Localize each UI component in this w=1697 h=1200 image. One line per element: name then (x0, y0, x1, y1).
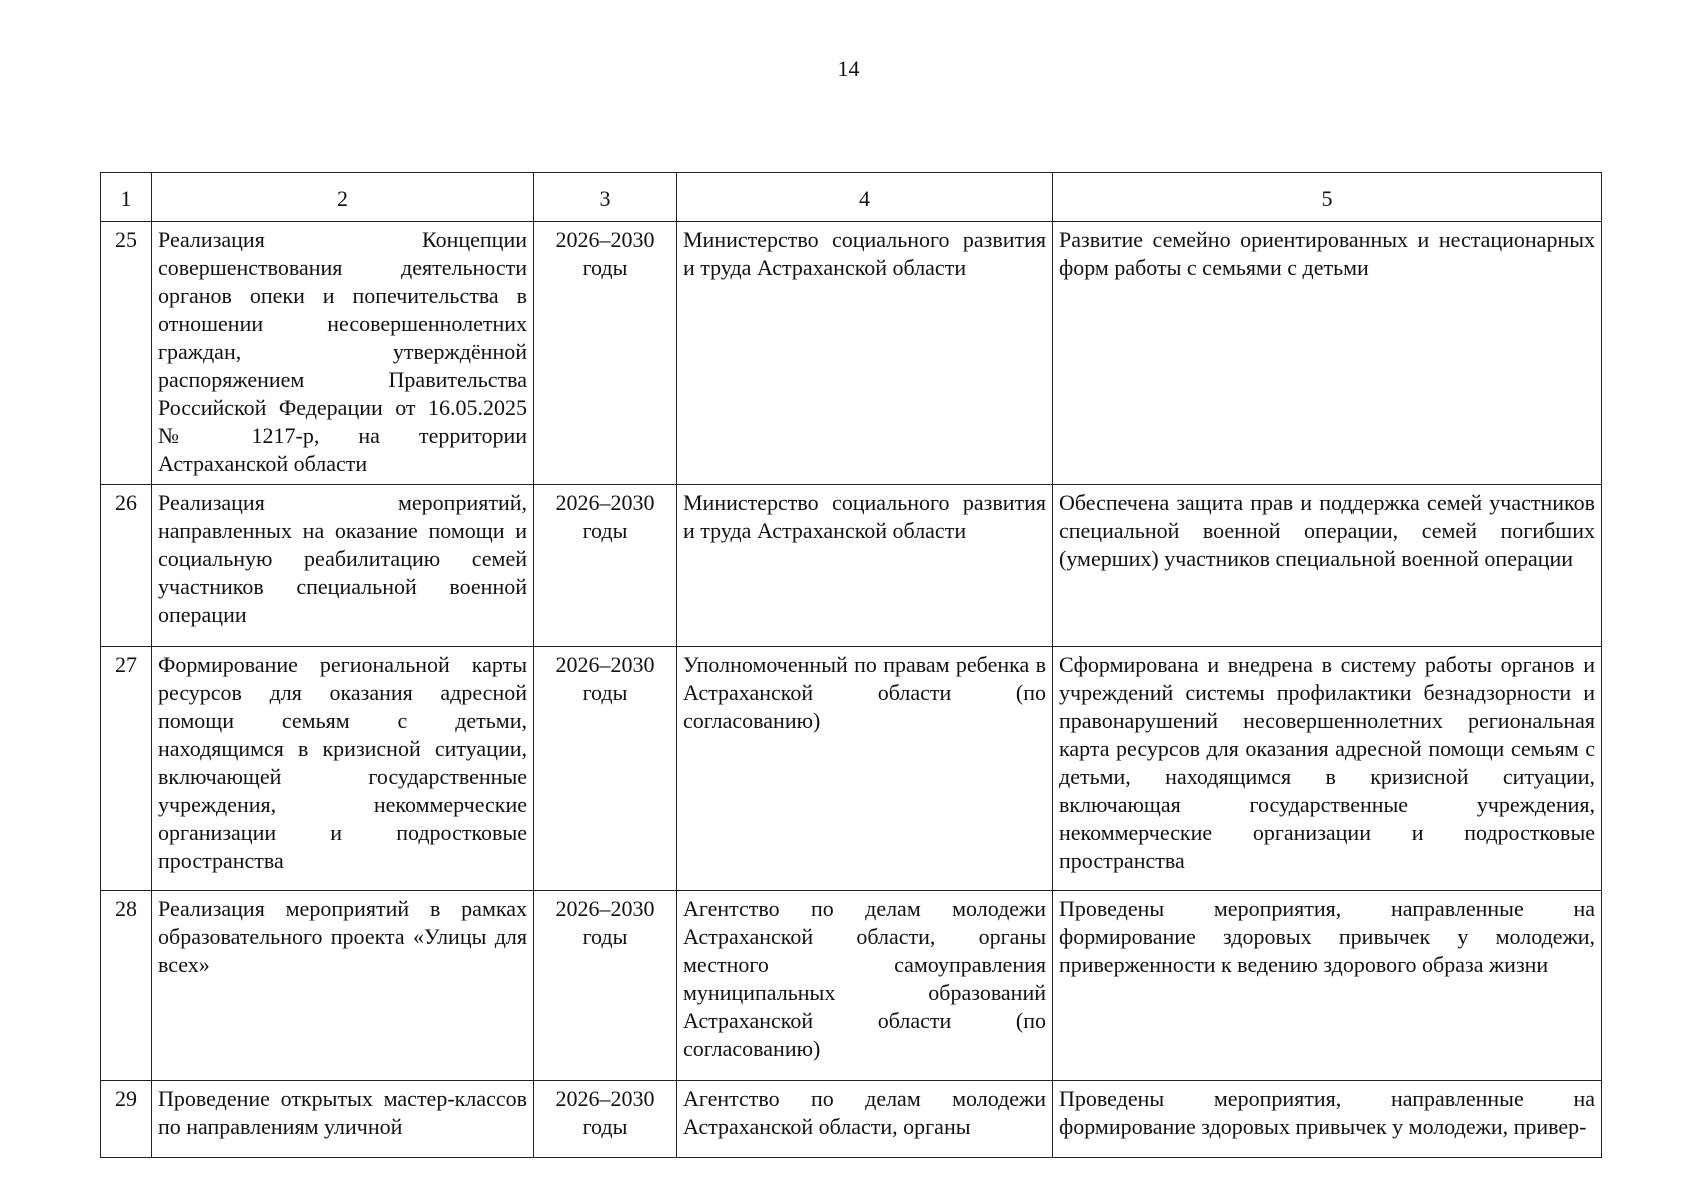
responsible-cell: Министерство социального развития и труда Астраханской области (677, 485, 1053, 647)
header-col-5: 5 (1053, 173, 1602, 222)
measures-table (100, 172, 1602, 1158)
table-row (101, 891, 1602, 1081)
row-number-text: 29 (115, 1086, 137, 1111)
period-cell: 2026–2030 годы (534, 222, 677, 485)
row-number: 27 (101, 647, 152, 891)
table-row (101, 1081, 1602, 1158)
row-number: 25 (101, 222, 152, 485)
result-cell: Обеспечена защита прав и поддержка семей участников специальной военной операции, семей погибших (умерших) участников специальной военной операции (1053, 485, 1602, 647)
result-cell (1053, 1081, 1602, 1158)
responsible-cell (677, 1081, 1053, 1158)
result-cell: Сформирована и внедрена в систему работы органов и учреждений системы профилактики безнадзорности и правонарушений несовершеннолетних региональная карта ресурсов для оказания адресной помощи семьям с детьми, находящимся в кризисной ситуации, включающая государственные учреждения, некоммерческие организации и подростковые пространства (1053, 647, 1602, 891)
responsible-cell: Министерство социального развития и труда Астраханской области (677, 222, 1053, 485)
header-col-4: 4 (677, 173, 1053, 222)
result-text: Проведены мероприятия, направленные на формирование здоровых привычек у молодежи, привер- (1059, 1086, 1595, 1139)
row-number: 28 (101, 891, 152, 1081)
period-cell: 2026–2030 годы (534, 485, 677, 647)
measure-cell (152, 1081, 534, 1158)
period-cell (534, 1081, 677, 1158)
period-cell: 2026–2030 годы (534, 647, 677, 891)
responsible-text: Агентство по делам молодежи Астраханской области, органы (683, 1086, 1046, 1139)
period-text: 2026–2030 годы (555, 1086, 655, 1139)
table-row (101, 647, 1602, 891)
measure-text: Проведение открытых мастер-классов по направлениям уличной (158, 1086, 527, 1139)
table-row (101, 485, 1602, 647)
table-row (101, 222, 1602, 485)
result-cell: Проведены мероприятия, направленные на формирование здоровых привычек у молодежи, приверженности к ведению здорового образа жизни (1053, 891, 1602, 1081)
table-header-row (101, 173, 1602, 222)
measure-cell: Формирование региональной карты ресурсов для оказания адресной помощи семьям с детьми, находящимся в кризисной ситуации, включающей государственные учреждения, некоммерческие организации и подростковые пространства (152, 647, 534, 891)
responsible-cell: Уполномоченный по правам ребенка в Астраханской области (по согласованию) (677, 647, 1053, 891)
header-col-1: 1 (101, 173, 152, 222)
header-col-2: 2 (152, 173, 534, 222)
result-cell: Развитие семейно ориентированных и нестационарных форм работы с семьями с детьми (1053, 222, 1602, 485)
row-number (101, 1081, 152, 1158)
measure-cell: Реализация Концепции совершенствования деятельности органов опеки и попечительства в отношении несовершеннолетних граждан, утверждённой распоряжением Правительства Российской Федерации от 16.05.2025 № 1217-р, на территории Астраханской области (152, 222, 534, 485)
page-number: 14 (837, 56, 860, 81)
header-col-3: 3 (534, 173, 677, 222)
period-cell: 2026–2030 годы (534, 891, 677, 1081)
row-number: 26 (101, 485, 152, 647)
measure-cell: Реализация мероприятий, направленных на оказание помощи и социальную реабилитацию семей участников специальной военной операции (152, 485, 534, 647)
responsible-cell: Агентство по делам молодежи Астраханской области, органы местного самоуправления муниципальных образований Астраханской области (по согласованию) (677, 891, 1053, 1081)
measure-cell: Реализация мероприятий в рамках образовательного проекта «Улицы для всех» (152, 891, 534, 1081)
